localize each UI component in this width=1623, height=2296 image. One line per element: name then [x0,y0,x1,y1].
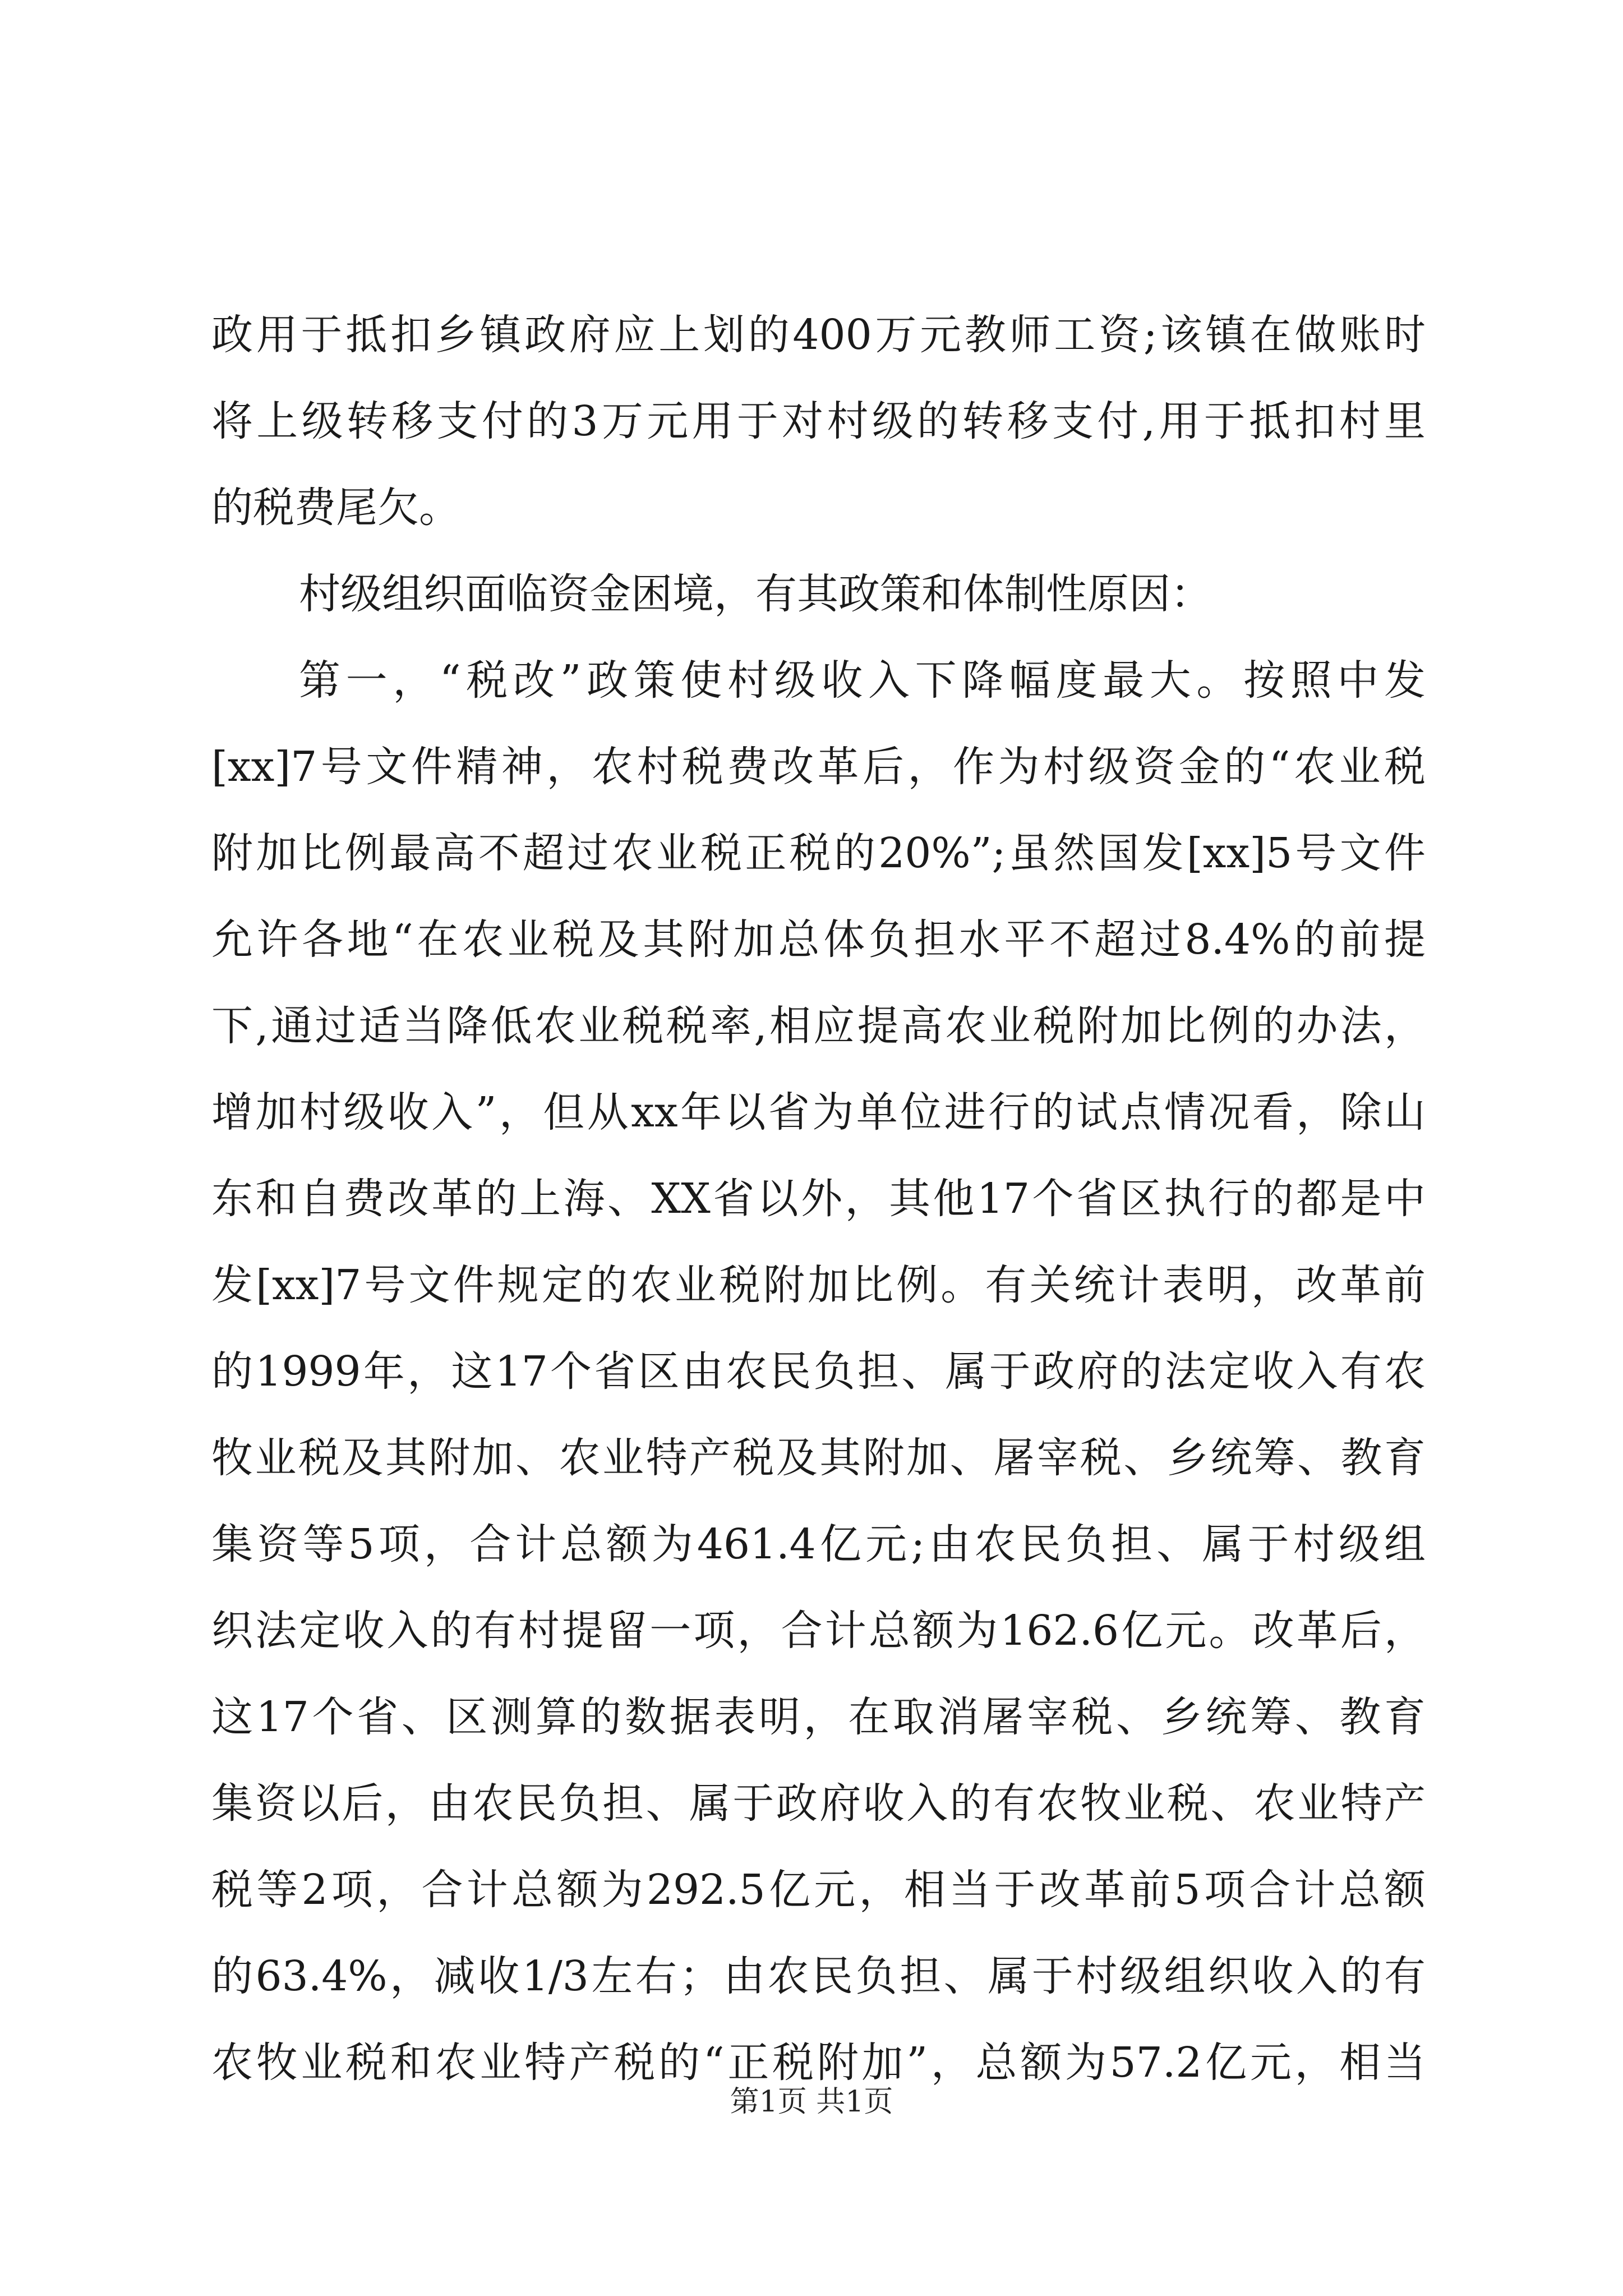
text-line: 织法定收入的有村提留一项，合计总额为162.6亿元。改革后， [211,1607,1426,1655]
text-line: 的税费尾欠。 [211,484,460,532]
text-line: 东和自费改革的上海、XX省以外，其他17个省区执行的都是中 [211,1175,1426,1223]
text-line: 政用于抵扣乡镇政府应上划的400万元教师工资;该镇在做账时 [211,311,1426,359]
text-line: 下,通过适当降低农业税税率,相应提高农业税附加比例的办法， [211,1002,1426,1050]
text-line: 将上级转移支付的3万元用于对村级的转移支付,用于抵扣村里 [211,397,1426,445]
text-line: 牧业税及其附加、农业特产税及其附加、屠宰税、乡统筹、教育 [211,1434,1426,1482]
text-line: 的1999年，这17个省区由农民负担、属于政府的法定收入有农 [211,1347,1426,1396]
text-line: 附加比例最高不超过农业税正税的20%”;虽然国发[xx]5号文件 [211,829,1426,877]
document-body [211,292,1426,2106]
text-line: 发[xx]7号文件规定的农业税附加比例。有关统计表明，改革前 [211,1261,1426,1309]
text-line: 允许各地“在农业税及其附加总体负担水平不超过8.4%的前提 [211,915,1426,964]
text-line: 集资以后，由农民负担、属于政府收入的有农牧业税、农业特产 [211,1779,1426,1828]
page-footer: 第1页 共1页 [730,2085,893,2119]
text-line: 的63.4%，减收1/3左右；由农民负担、属于村级组织收入的有 [211,1952,1426,2000]
text-line: 集资等5项，合计总额为461.4亿元;由农民负担、属于村级组 [211,1520,1426,1568]
text-line: 第一，“税改”政策使村级收入下降幅度最大。按照中发 [299,656,1426,705]
text-line: 税等2项，合计总额为292.5亿元，相当于改革前5项合计总额 [211,1866,1426,1914]
text-line: 村级组织面临资金困境，有其政策和体制性原因： [299,570,1212,618]
text-line: 增加村级收入”，但从xx年以省为单位进行的试点情况看，除山 [211,1088,1426,1137]
text-line: 农牧业税和农业特产税的“正税附加”，总额为57.2亿元，相当 [211,2039,1426,2087]
text-line: [xx]7号文件精神，农村税费改革后，作为村级资金的“农业税 [211,743,1426,791]
text-line: 这17个省、区测算的数据表明，在取消屠宰税、乡统筹、教育 [211,1693,1426,1741]
